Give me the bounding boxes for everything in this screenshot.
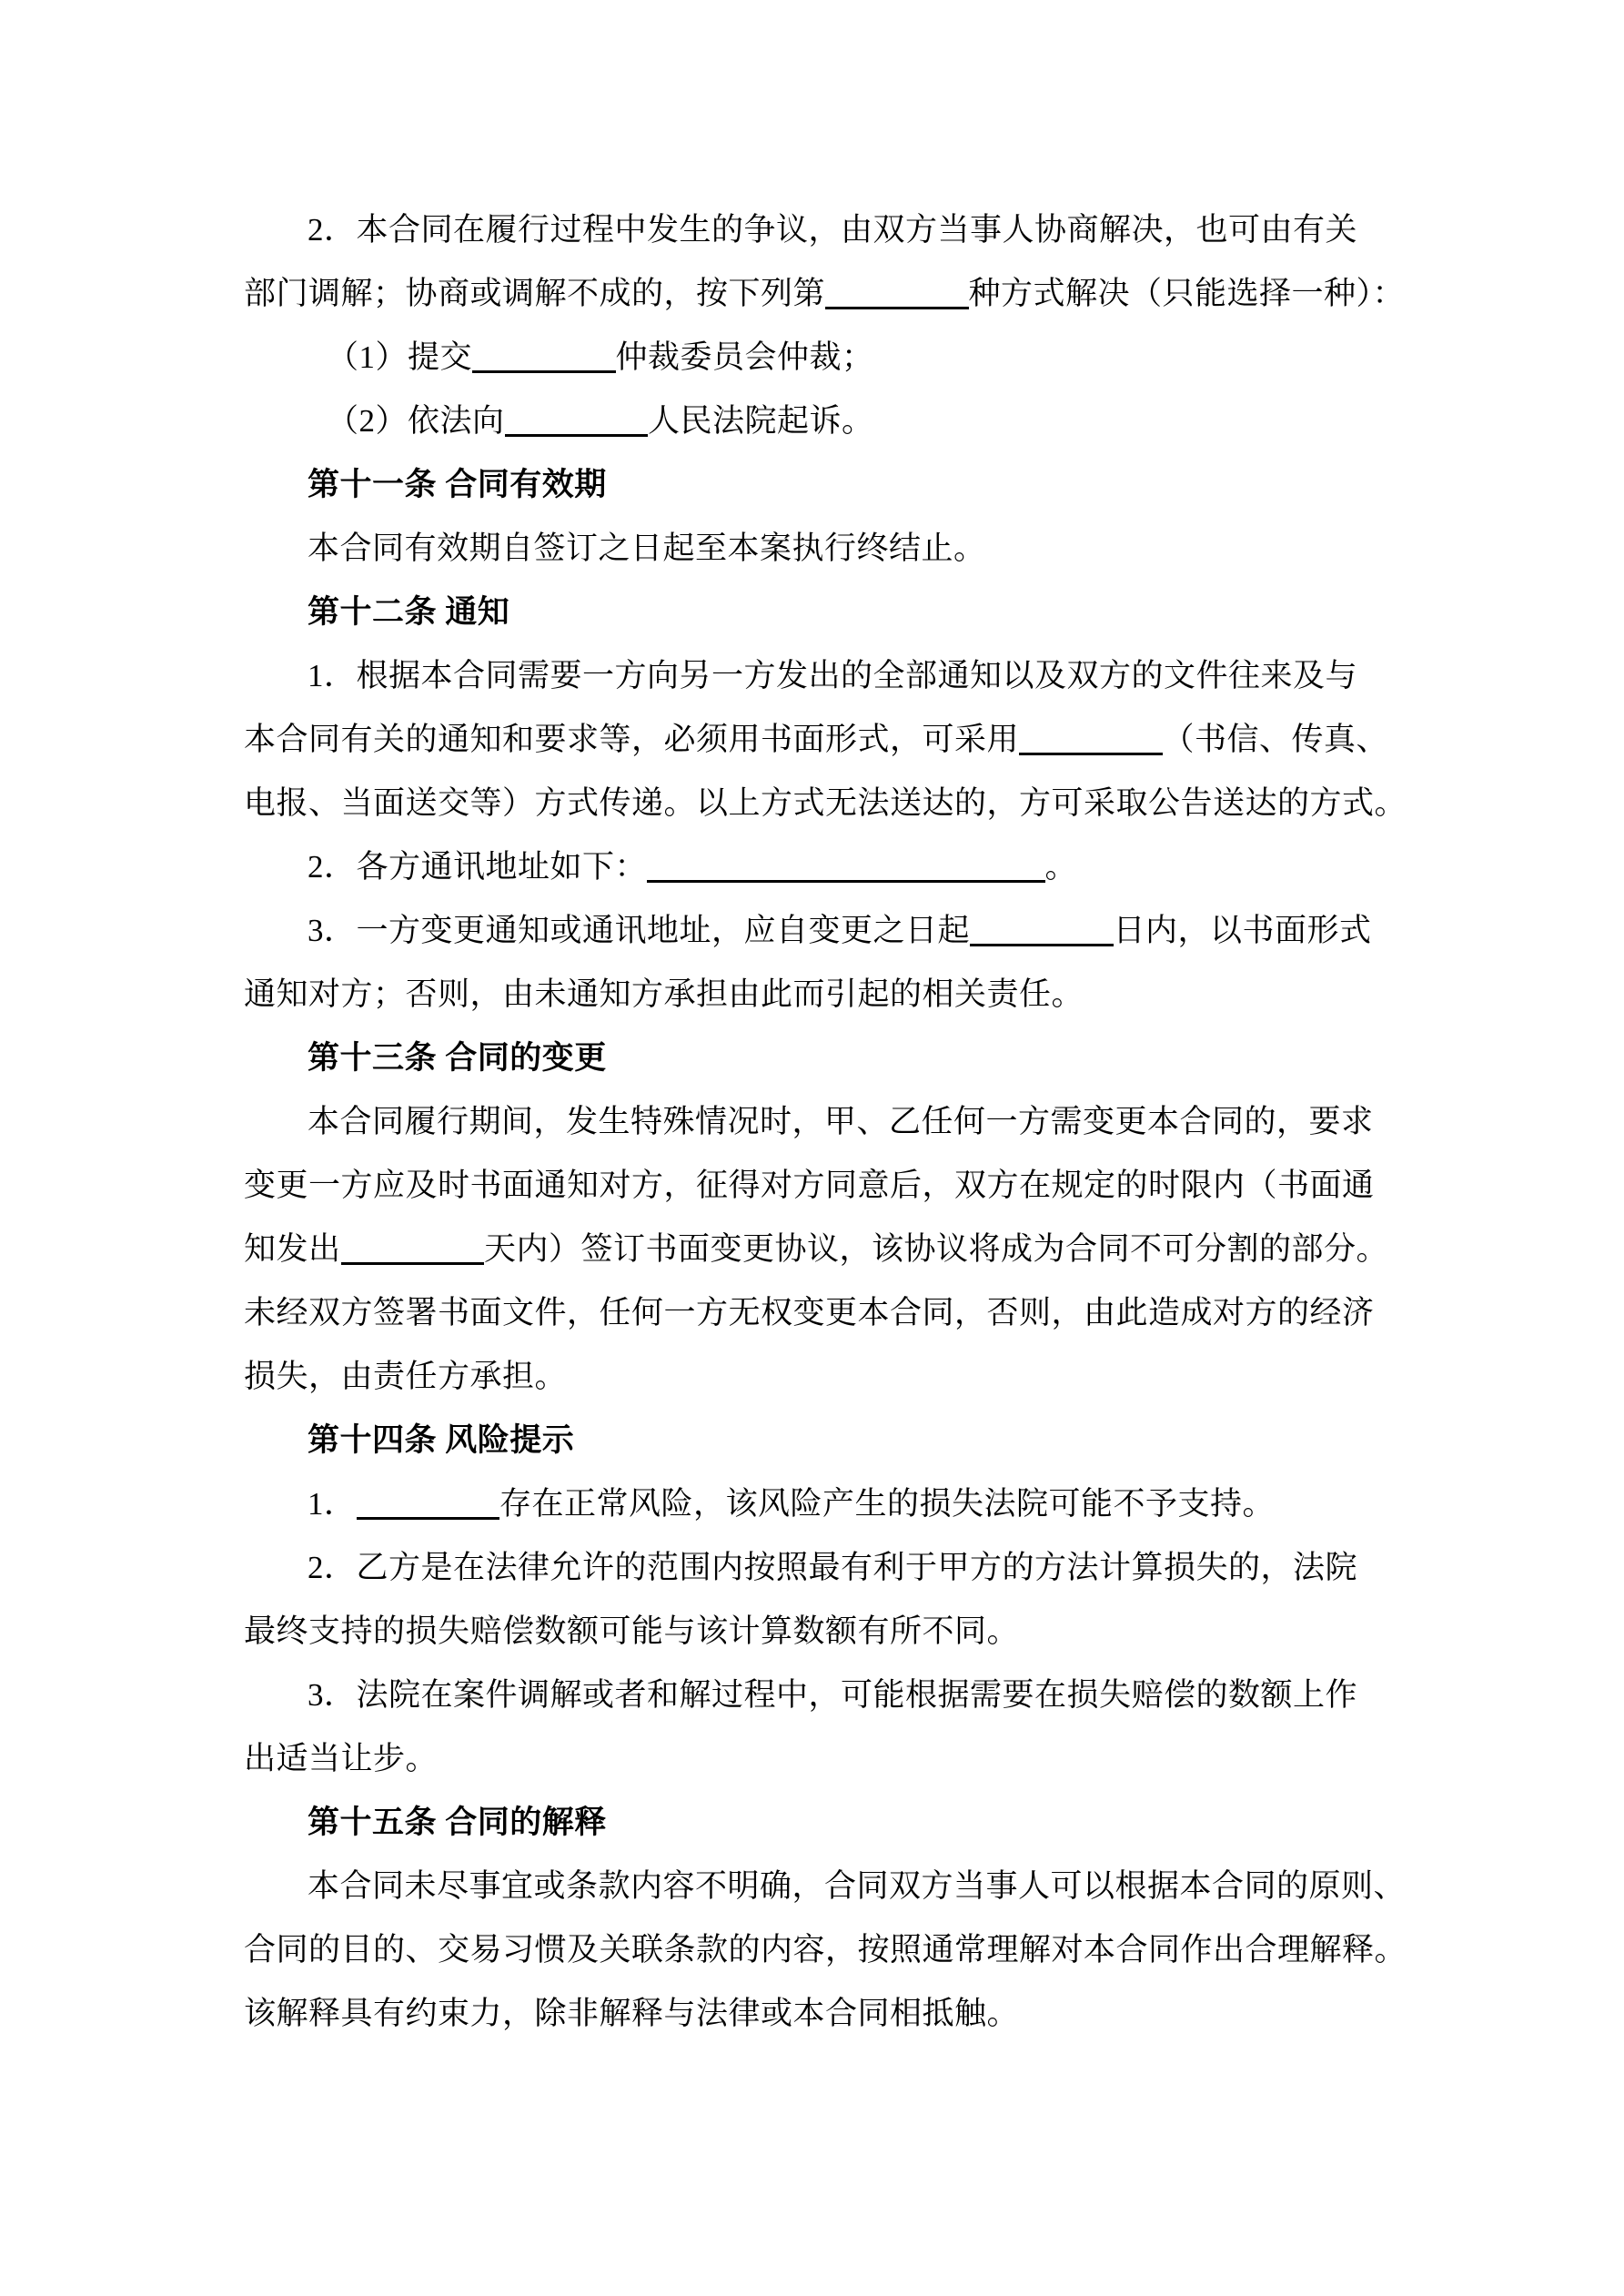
- text-run: 人民法院起诉。: [648, 403, 874, 439]
- text-run: 部门调解；协商或调解不成的，按下列第: [244, 276, 826, 311]
- text-run: 2．乙方是在法律允许的范围内按照最有利于甲方的方法计算损失的，法院: [308, 1550, 1358, 1585]
- text-run: 合同的目的、交易习惯及关联条款的内容，按照通常理解对本合同作出合理解释。: [244, 1932, 1407, 1967]
- text-line: [244, 389, 1417, 453]
- text-run: 出适当让步。: [244, 1741, 439, 1776]
- text-run: 2．本合同在履行过程中发生的争议，由双方当事人协商解决，也可由有关: [308, 212, 1358, 248]
- text-line: [244, 1281, 1417, 1345]
- text-line: [244, 1472, 1417, 1536]
- text-line: [244, 1918, 1417, 1982]
- text-line: [244, 772, 1417, 835]
- clause-heading: [244, 1791, 1417, 1855]
- text-run: （1）提交: [327, 339, 473, 375]
- text-line: [244, 1600, 1417, 1664]
- blank-underline: [647, 848, 1045, 883]
- text-line: [244, 262, 1417, 326]
- text-run: 日内，以书面形式: [1113, 913, 1372, 948]
- text-run: 损失，由责任方承担。: [244, 1359, 568, 1394]
- text-run: （2）依法向: [327, 403, 505, 439]
- text-run: 知发出: [244, 1231, 341, 1267]
- text-line: [244, 835, 1417, 899]
- text-run: （书信、传真、: [1162, 722, 1389, 757]
- text-run: 第十五条 合同的解释: [308, 1805, 607, 1840]
- text-line: [244, 899, 1417, 963]
- blank-underline: [357, 1485, 500, 1520]
- clause-heading: [244, 1027, 1417, 1090]
- text-line: [244, 198, 1417, 262]
- blank-underline: [341, 1230, 485, 1265]
- text-line: [244, 1727, 1417, 1791]
- text-run: 3．法院在案件调解或者和解过程中，可能根据需要在损失赔偿的数额上作: [308, 1677, 1358, 1713]
- text-run: 1．: [308, 1486, 357, 1522]
- text-line: [244, 517, 1417, 581]
- blank-underline: [505, 402, 649, 437]
- text-run: 本合同有效期自签订之日起至本案执行终结止。: [308, 531, 986, 566]
- text-run: 本合同未尽事宜或条款内容不明确，合同双方当事人可以根据本合同的原则、: [308, 1868, 1407, 1904]
- text-run: 第十四条 风险提示: [308, 1422, 575, 1458]
- text-run: 变更一方应及时书面通知对方，征得对方同意后，双方在规定的时限内（书面通: [244, 1168, 1375, 1203]
- text-line: [244, 1345, 1417, 1409]
- text-run: 通知对方；否则，由未通知方承担由此而引起的相关责任。: [244, 976, 1084, 1012]
- text-line: [244, 1090, 1417, 1154]
- text-run: 第十二条 通知: [308, 594, 510, 630]
- text-run: 未经双方签署书面文件，任何一方无权变更本合同，否则，由此造成对方的经济: [244, 1295, 1375, 1330]
- clause-heading: [244, 1409, 1417, 1472]
- text-line: [244, 963, 1417, 1027]
- text-run: 存在正常风险，该风险产生的损失法院可能不予支持。: [499, 1486, 1276, 1522]
- text-line: [244, 1218, 1417, 1281]
- text-run: 电报、当面送交等）方式传递。以上方式无法送达的，方可采取公告送达的方式。: [244, 785, 1407, 821]
- text-line: [244, 1536, 1417, 1600]
- text-run: 。: [1044, 849, 1078, 885]
- text-run: 3．一方变更通知或通讯地址，应自变更之日起: [308, 913, 971, 948]
- text-run: 本合同履行期间，发生特殊情况时，甲、乙任何一方需变更本合同的，要求: [308, 1104, 1374, 1139]
- blank-underline: [1019, 721, 1163, 755]
- text-line: [244, 1664, 1417, 1727]
- text-run: 最终支持的损失赔偿数额可能与该计算数额有所不同。: [244, 1613, 1020, 1649]
- text-run: 仲裁委员会仲裁；: [615, 339, 874, 375]
- text-run: 本合同有关的通知和要求等，必须用书面形式，可采用: [244, 722, 1020, 757]
- text-run: 第十一条 合同有效期: [308, 467, 607, 502]
- blank-underline: [970, 912, 1114, 946]
- clause-heading: [244, 453, 1417, 517]
- blank-underline: [472, 339, 616, 373]
- text-run: 该解释具有约束力，除非解释与法律或本合同相抵触。: [244, 1996, 1020, 2031]
- text-run: 2．各方通讯地址如下：: [308, 849, 648, 885]
- text-line: [244, 326, 1417, 389]
- text-line: [244, 1855, 1417, 1918]
- clause-heading: [244, 581, 1417, 644]
- text-line: [244, 1154, 1417, 1218]
- contract-text-block: [244, 198, 1417, 2046]
- blank-underline: [825, 275, 969, 309]
- text-run: 1．根据本合同需要一方向另一方发出的全部通知以及双方的文件往来及与: [308, 658, 1358, 693]
- text-run: 第十三条 合同的变更: [308, 1040, 607, 1076]
- text-run: 种方式解决（只能选择一种）：: [968, 276, 1406, 311]
- text-line: [244, 708, 1417, 772]
- text-line: [244, 644, 1417, 708]
- text-run: 天内）签订书面变更协议，该协议将成为合同不可分割的部分。: [484, 1231, 1389, 1267]
- text-line: [244, 1982, 1417, 2046]
